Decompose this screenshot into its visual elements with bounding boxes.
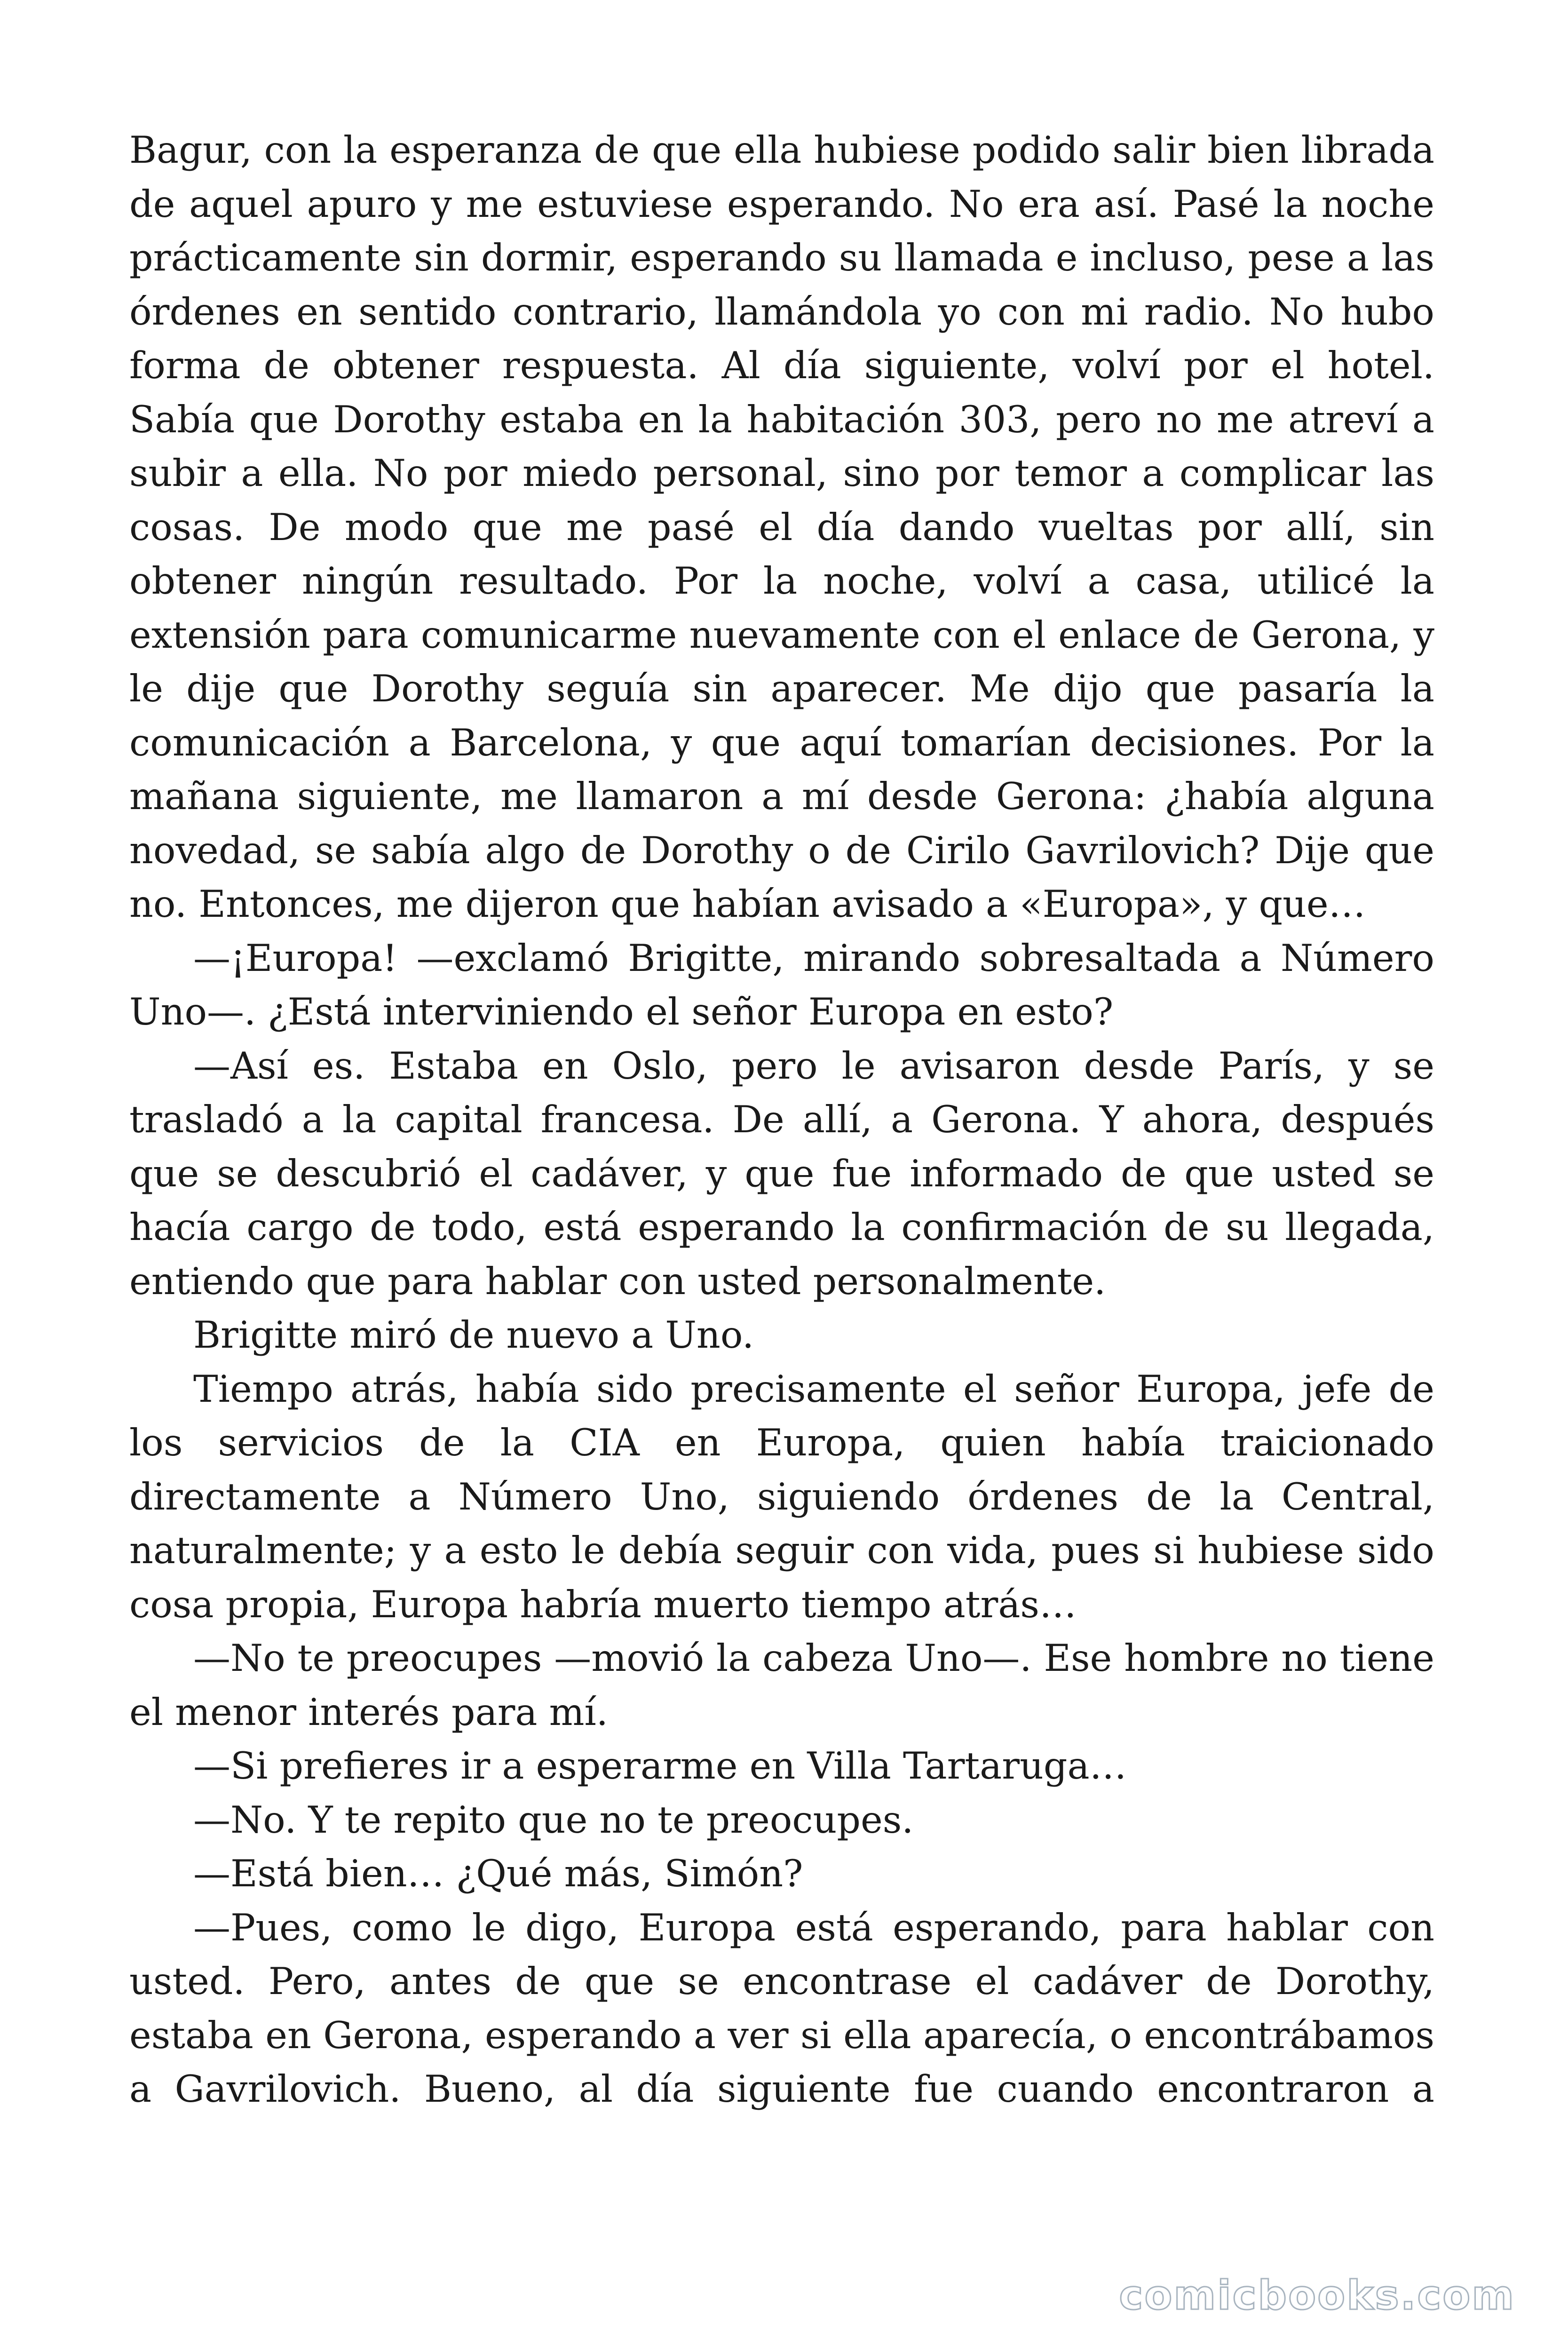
paragraph-5: Tiempo atrás, había sido precisamente el señor Europa, jefe de los servicios de la CIA en Europa, quien había traicionado directamente a Número Uno, siguiendo órdenes de la Central, naturalmente; y a esto le debía seguir con vida, pues si hubiese sido cosa propia, Europa habría muerto tiempo atrás… <box>129 1367 1434 1626</box>
paragraph-7: —Si prefieres ir a esperarme en Villa Tartaruga… <box>193 1744 1127 1788</box>
body-text <box>129 123 1434 2116</box>
paragraph-8: —No. Y te repito que no te preocupes. <box>193 1798 914 1842</box>
paragraph-6: —No te preocupes —movió la cabeza Uno—. Ese hombre no tiene el menor interés para mí. <box>129 1637 1434 1734</box>
paragraph-3: —Así es. Estaba en Oslo, pero le avisaron desde París, y se trasladó a la capital francesa. De allí, a Gerona. Y ahora, después que se descubrió el cadáver, y que fue informado de que usted se hacía cargo de todo, está esperando la confirmación de su llegada, entiendo que para hablar con usted personalmente. <box>129 1044 1434 1303</box>
paragraph-1: Bagur, con la esperanza de que ella hubiese podido salir bien librada de aquel apuro y me estuviese esperando. No era así. Pasé la noche prácticamente sin dormir, esperando su llamada e incluso, pese a las órdenes en sentido contrario, llamándola yo con mi radio. No hubo forma de obtener respuesta. Al día siguiente, volví por el hotel. Sabía que Dorothy estaba en la habitación 303, pero no me atreví a subir a ella. No por miedo personal, sino por temor a complicar las cosas. De modo que me pasé el día dando vueltas por allí, sin obtener ningún resultado. Por la noche, volví a casa, utilicé la extensión para comunicarme nuevamente con el enlace de Gerona, y le dije que Dorothy seguía sin aparecer. Me dijo que pasaría la comunicación a Barcelona, y que aquí tomarían decisiones. Por la mañana siguiente, me llamaron a mí desde Gerona: ¿había alguna novedad, se sabía algo de Dorothy o de Cirilo Gavrilovich? Dije que no. Entonces, me dijeron que habían avisado a «Europa», y que… <box>129 128 1434 926</box>
paragraph-9: —Está bien… ¿Qué más, Simón? <box>193 1852 803 1895</box>
paragraph-2: —¡Europa! —exclamó Brigitte, mirando sobresaltada a Número Uno—. ¿Está interviniendo el señor Europa en esto? <box>129 936 1434 1033</box>
paragraph-10: —Pues, como le digo, Europa está esperando, para hablar con usted. Pero, antes de que se encontrase el cadáver de Dorothy, estaba en Gerona, esperando a ver si ella aparecía, o encontrábamos a Gavrilovich. Bueno, al día siguiente fue cuando encontraron a <box>129 1906 1434 2111</box>
watermark-logo: comicbooks.com <box>1119 2272 1515 2319</box>
paragraph-4: Brigitte miró de nuevo a Uno. <box>193 1313 754 1357</box>
